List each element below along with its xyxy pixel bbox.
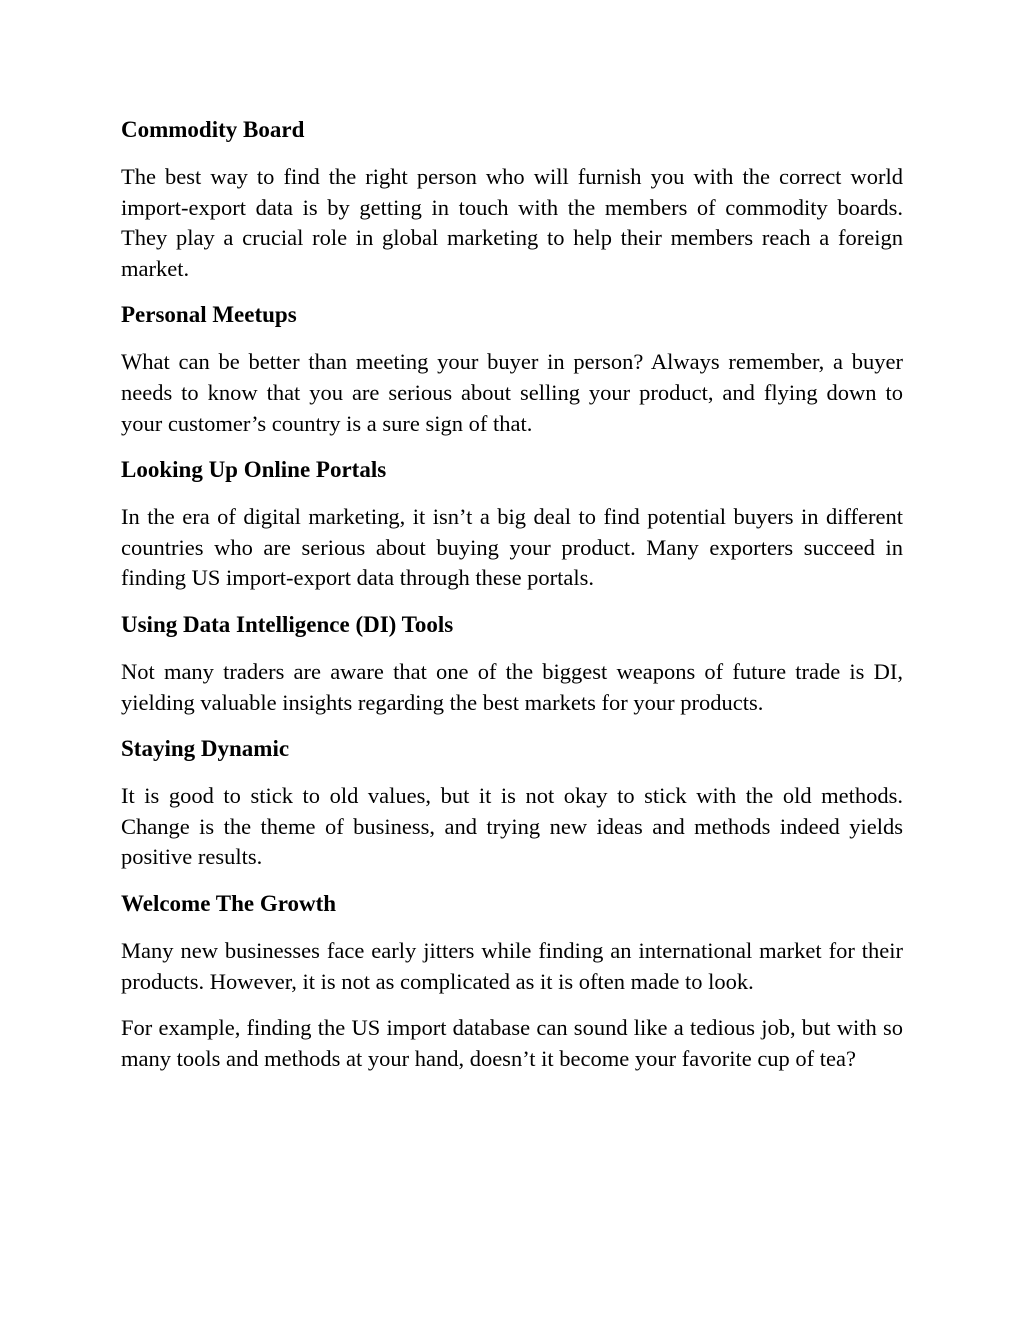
section-paragraph: It is good to stick to old values, but it is not okay to stick with the old methods. Change is the theme of business, and trying new ideas and methods indeed yields positive results.	[121, 783, 903, 870]
section-heading: Staying Dynamic	[121, 736, 290, 762]
section-paragraph: In the era of digital marketing, it isn’t a big deal to find potential buyers in different countries who are serious about buying your product. Many exporters succeed in finding US import-export data through these portals.	[121, 504, 903, 591]
section-heading: Looking Up Online Portals	[121, 457, 387, 483]
section-data-intelligence-tools	[121, 610, 903, 718]
document-page	[121, 115, 903, 1090]
section-paragraph: Many new businesses face early jitters while finding an international market for their products. However, it is not as complicated as it is often made to look.	[121, 937, 903, 994]
section-heading: Welcome The Growth	[121, 890, 337, 916]
section-staying-dynamic	[121, 734, 903, 873]
section-heading: Personal Meetups	[121, 302, 297, 328]
section-online-portals	[121, 455, 903, 594]
section-heading: Using Data Intelligence (DI) Tools	[121, 611, 454, 637]
section-paragraph: For example, finding the US import database can sound like a tedious job, but with so many tools and methods at your hand, doesn’t it become your favorite cup of tea?	[121, 1015, 903, 1071]
section-heading: Commodity Board	[121, 117, 305, 142]
section-personal-meetups	[121, 300, 903, 439]
section-paragraph: Not many traders are aware that one of the biggest weapons of future trade is DI, yielding valuable insights regarding the best markets for your products.	[121, 658, 903, 715]
section-welcome-the-growth	[121, 889, 903, 1074]
section-paragraph: What can be better than meeting your buyer in person? Always remember, a buyer needs to know that you are serious about selling your product, and flying down to your customer’s country is a sure sign of that.	[121, 349, 903, 436]
section-paragraph: The best way to find the right person who will furnish you with the correct world import-export data is by getting in touch with the members of commodity boards. They play a crucial role in global marketing to help their members reach a foreign market.	[121, 164, 903, 281]
section-commodity-board	[121, 115, 903, 284]
